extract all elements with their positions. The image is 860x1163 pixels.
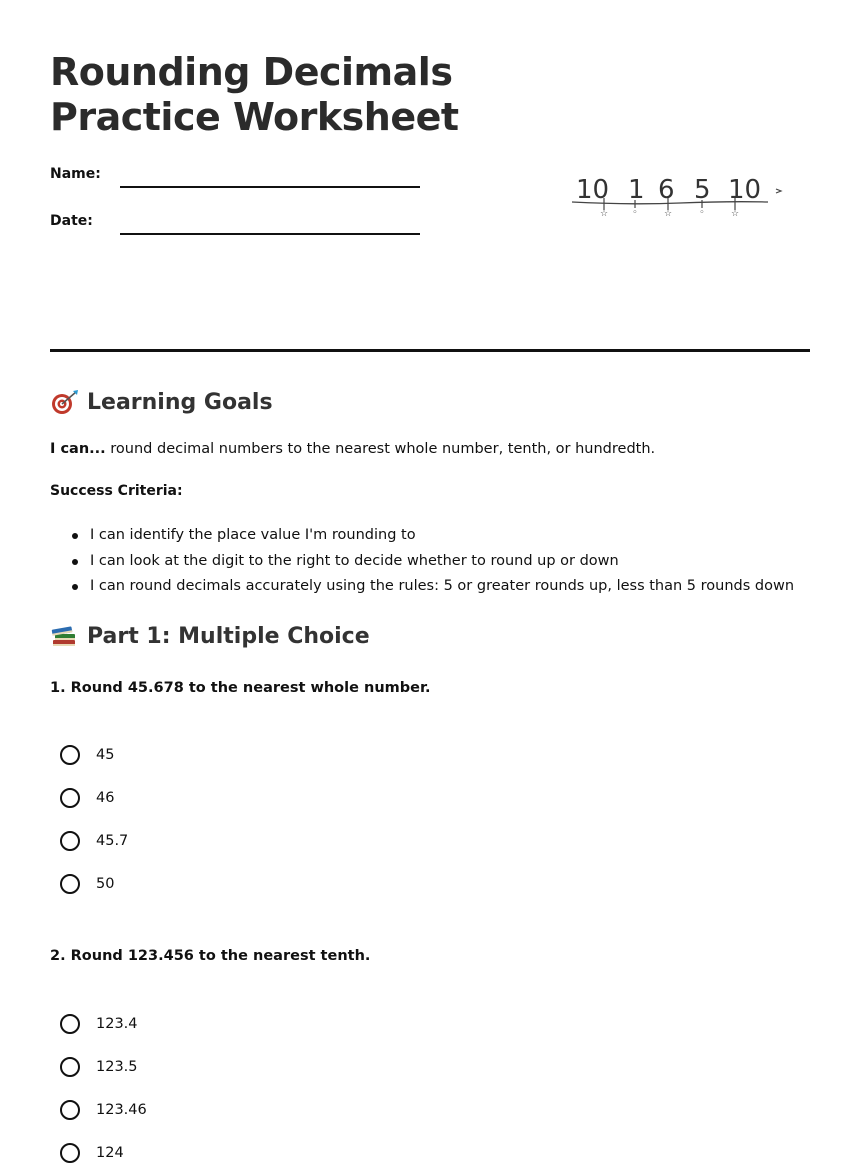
radio-button[interactable] xyxy=(60,1014,80,1034)
i-can-statement xyxy=(50,441,655,457)
number-line-illustration xyxy=(570,170,790,222)
q2-option-d[interactable] xyxy=(60,1143,124,1163)
star-icon: ☆ xyxy=(730,209,740,219)
title-line-2: Practice Worksheet xyxy=(50,95,459,139)
option-label: 45.7 xyxy=(96,833,129,849)
success-criteria-heading: Success Criteria: xyxy=(50,483,183,499)
dot-icon: ◦ xyxy=(699,208,705,218)
radio-button[interactable] xyxy=(60,874,80,894)
date-label: Date: xyxy=(50,213,93,229)
dot-icon: ◦ xyxy=(632,208,638,218)
radio-button[interactable] xyxy=(60,1057,80,1077)
option-label: 46 xyxy=(96,790,115,806)
option-label: 123.5 xyxy=(96,1059,138,1075)
q1-option-b[interactable] xyxy=(60,788,114,808)
q1-option-c[interactable] xyxy=(60,831,128,851)
question-1-prompt: 1. Round 45.678 to the nearest whole number. xyxy=(50,680,431,696)
number-line-label: 10 xyxy=(728,175,762,205)
radio-button[interactable] xyxy=(60,1143,80,1163)
list-item: I can round decimals accurately using the rules: 5 or greater rounds up, less than 5 rounds down xyxy=(50,574,794,600)
name-label: Name: xyxy=(50,166,101,182)
radio-button[interactable] xyxy=(60,1100,80,1120)
number-line-label: 10 xyxy=(576,175,610,205)
list-item: I can identify the place value I'm rounding to xyxy=(50,523,794,549)
title-line-1: Rounding Decimals xyxy=(50,50,453,94)
learning-goals-title: Learning Goals xyxy=(87,389,273,415)
i-can-text: round decimal numbers to the nearest whole number, tenth, or hundredth. xyxy=(105,441,656,457)
radio-button[interactable] xyxy=(60,831,80,851)
part1-title: Part 1: Multiple Choice xyxy=(87,623,370,649)
q1-option-a[interactable] xyxy=(60,745,114,765)
option-label: 123.46 xyxy=(96,1102,147,1118)
option-label: 123.4 xyxy=(96,1016,138,1032)
books-icon xyxy=(50,622,80,650)
q1-option-d[interactable] xyxy=(60,874,114,894)
target-icon xyxy=(50,388,80,416)
question-2-prompt: 2. Round 123.456 to the nearest tenth. xyxy=(50,948,371,964)
q2-option-a[interactable] xyxy=(60,1014,138,1034)
radio-button[interactable] xyxy=(60,745,80,765)
header-divider xyxy=(50,349,810,352)
success-criteria-list xyxy=(50,523,794,600)
list-item: I can look at the digit to the right to decide whether to round up or down xyxy=(50,549,794,575)
radio-button[interactable] xyxy=(60,788,80,808)
star-icon: ☆ xyxy=(599,209,609,219)
name-input-line[interactable] xyxy=(120,186,420,188)
option-label: 124 xyxy=(96,1145,124,1161)
q2-option-b[interactable] xyxy=(60,1057,138,1077)
date-input-line[interactable] xyxy=(120,233,420,235)
option-label: 50 xyxy=(96,876,115,892)
option-label: 45 xyxy=(96,747,115,763)
part1-heading xyxy=(50,622,370,650)
q2-option-c[interactable] xyxy=(60,1100,147,1120)
learning-goals-heading xyxy=(50,388,273,416)
star-icon: ☆ xyxy=(663,209,673,219)
number-line-label: 5 xyxy=(694,175,711,205)
number-line-label: 6 xyxy=(658,175,675,205)
number-line-label: 1 xyxy=(628,175,645,205)
i-can-lead: I can... xyxy=(50,441,106,457)
page-title xyxy=(50,50,459,140)
